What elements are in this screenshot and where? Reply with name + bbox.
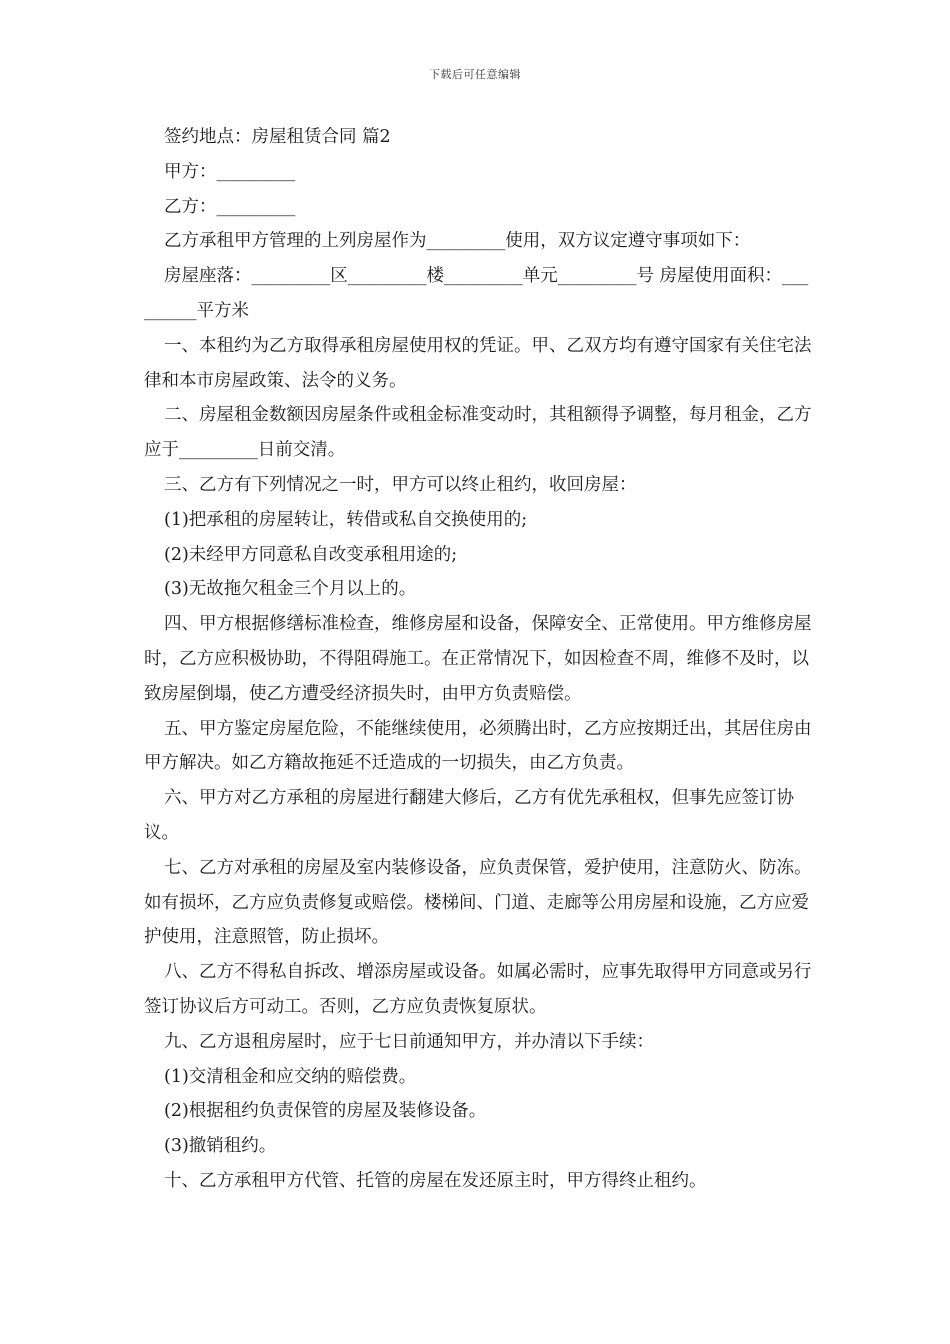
clause-2: 二、房屋租金数额因房屋条件或租金标准变动时，其租额得予调整，每月租金，乙方应于_________日前交清。 <box>144 405 812 461</box>
clause-9: 九、乙方退租房屋时，应于七日前通知甲方，并办清以下手续： <box>164 1031 654 1052</box>
clause-3-item-2: (2)未经甲方同意私自改变承租用途的; <box>164 544 458 565</box>
clause-9-item-3: (3)撤销租约。 <box>164 1136 277 1157</box>
clause-3-item-3: (3)无故拖欠租金三个月以上的。 <box>164 579 417 600</box>
usage-intro: 乙方承租甲方管理的上列房屋作为_________使用，双方议定遵守事项如下： <box>164 231 751 252</box>
clause-5: 五、甲方鉴定房屋危险，不能继续使用，必须腾出时，乙方应按期迁出，其居住房由甲方解决。如乙方籍故拖延不迁造成的一切损失，由乙方负责。 <box>144 718 812 774</box>
property-location: 房屋座落：_________区_________楼_________单元_________号 房屋使用面积：_________平方米 <box>144 266 809 321</box>
clause-9-item-1: (1)交清租金和应交纳的赔偿费。 <box>164 1066 417 1087</box>
page-header: 下载后可任意编辑 <box>429 68 521 81</box>
clause-10: 十、乙方承租甲方代管、托管的房屋在发还原主时，甲方得终止租约。 <box>164 1170 707 1191</box>
clause-3: 三、乙方有下列情况之一时，甲方可以终止租约，收回房屋： <box>164 474 637 495</box>
clause-3-item-1: (1)把承租的房屋转让，转借或私自交换使用的; <box>164 509 528 530</box>
clause-4: 四、甲方根据修缮标准检查，维修房屋和设备，保障安全、正常使用。甲方维修房屋时，乙方应积极协助，不得阻碍施工。在正常情况下，如因检查不周，维修不及时，以致房屋倒塌，使乙方遭受经济损失时，由甲方负责赔偿。 <box>144 614 812 704</box>
party-a: 甲方：_________ <box>164 161 296 182</box>
clause-7: 七、乙方对承租的房屋及室内装修设备，应负责保管，爱护使用，注意防火、防冻。如有损坏，乙方应负责修复或赔偿。楼梯间、门道、走廊等公用房屋和设施，乙方应爱护使用，注意照管，防止损坏。 <box>144 857 812 948</box>
contract-body <box>144 120 814 1199</box>
party-b: 乙方：_________ <box>164 196 296 217</box>
clause-6: 六、甲方对乙方承租的房屋进行翻建大修后，乙方有优先承租权，但事先应签订协议。 <box>144 788 794 843</box>
signing-location: 签约地点：房屋租赁合同 篇2 <box>164 127 391 147</box>
clause-1: 一、本租约为乙方取得承租房屋使用权的凭证。甲、乙双方均有遵守国家有关住宅法律和本市房屋政策、法令的义务。 <box>144 335 812 391</box>
clause-9-item-2: (2)根据租约负责保管的房屋及装修设备。 <box>164 1101 487 1122</box>
clause-8: 八、乙方不得私自拆改、增添房屋或设备。如属必需时，应事先取得甲方同意或另行签订协议后方可动工。否则，乙方应负责恢复原状。 <box>144 962 812 1017</box>
